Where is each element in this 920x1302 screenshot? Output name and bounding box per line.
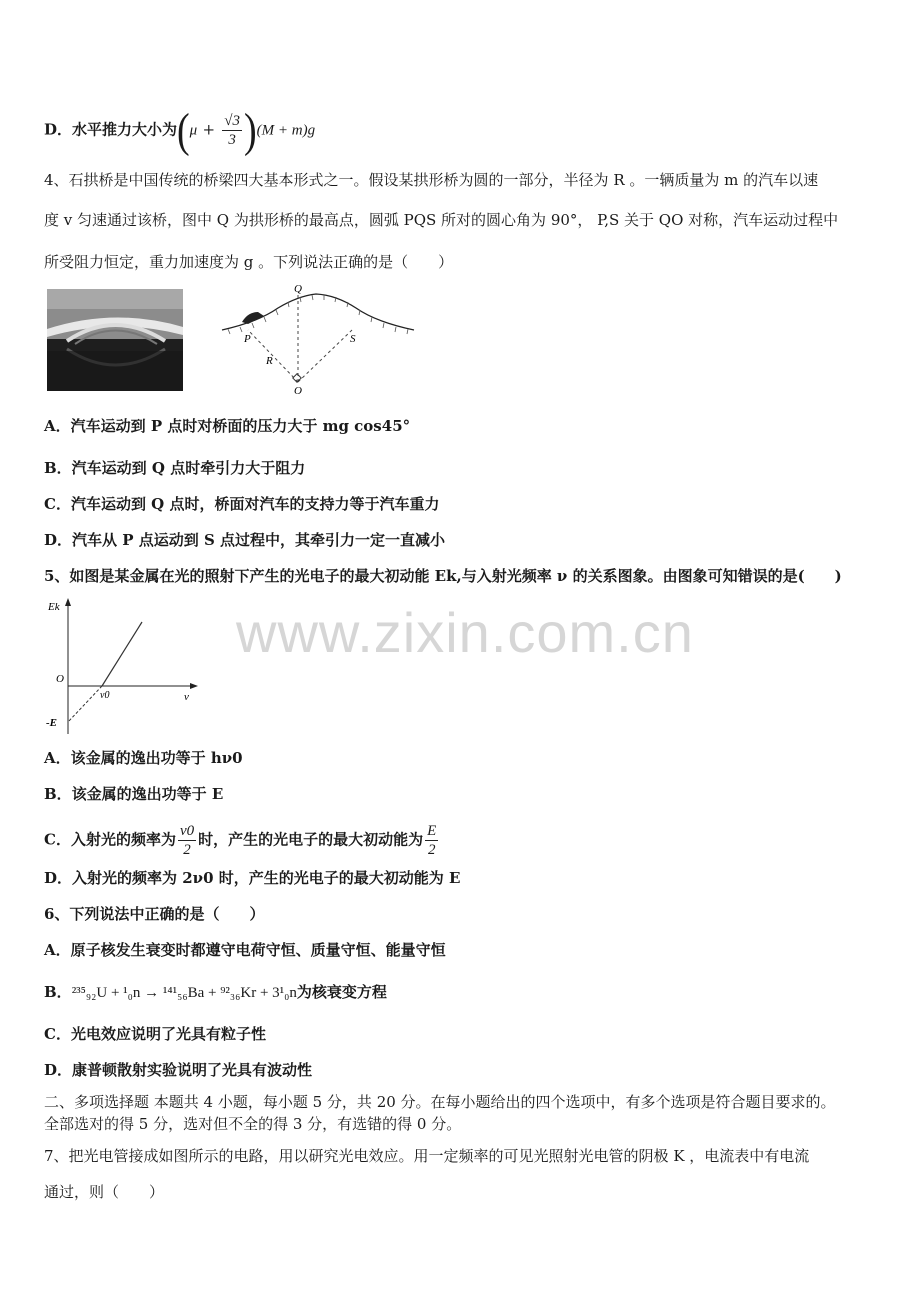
q5-option-c: C．入射光的频率为 $\frac{\nu 0}{2}$ 时，产生的光电子的最大初动能为 $\frac{E}{2}$	[44, 823, 437, 858]
ek-nu-graph	[44, 594, 204, 740]
q5-option-a: A．该金属的逸出功等于 hν0	[44, 749, 243, 767]
q4-option-d: D．汽车从 P 点运动到 S 点过程中，其牵引力一定一直减小	[44, 531, 446, 549]
q4-option-a: A．汽车运动到 P 点时对桥面的压力大于 mg cos45°	[44, 417, 411, 435]
q5-stem: 5、如图是某金属在光的照射下产生的光电子的最大初动能 Ek,与入射光频率 ν 的关系图象。由图象可知错误的是( )	[44, 567, 842, 585]
q6-option-c: C．光电效应说明了光具有粒子性	[44, 1025, 266, 1043]
label-s: S	[350, 333, 356, 345]
q3-option-d: D．水平推力大小为(μ + $\frac{√3}{3}$ )(M + m)g	[44, 104, 316, 157]
q6-option-b: B．²³⁵₉₂U + ¹₀n → ¹⁴¹₅₆Ba + ⁹²₃₆Kr + 3¹₀n为核衰变方程	[44, 983, 387, 1001]
label-o: O	[294, 385, 302, 397]
label-p: P	[244, 333, 251, 345]
label-q: Q	[294, 283, 302, 295]
watermark: www.zixin.com.cn	[236, 601, 694, 664]
graph-x0: ν0	[100, 690, 110, 701]
section2-line1: 二、多项选择题 本题共 4 小题，每小题 5 分，共 20 分。在每小题给出的四个选项中，有多个选项是符合题目要求的。	[44, 1093, 836, 1111]
graph-origin: O	[56, 673, 64, 685]
arch-bridge-diagram	[218, 282, 418, 397]
q6-stem: 6、下列说法中正确的是（ ）	[44, 905, 265, 923]
q4-option-b: B．汽车运动到 Q 点时牵引力大于阻力	[44, 459, 306, 477]
bridge-photo-drawing	[47, 289, 183, 391]
bridge-photo	[47, 289, 183, 391]
q5-option-b: B．该金属的逸出功等于 E	[44, 785, 224, 803]
graph-xlabel: ν	[184, 691, 189, 703]
q4-line2: 度 v 匀速通过该桥，图中 Q 为拱形桥的最高点，圆弧 PQS 所对的圆心角为 90°， P,S 关于 QO 对称，汽车运动过程中	[44, 211, 839, 229]
q6-option-a: A．原子核发生衰变时都遵守电荷守恒、质量守恒、能量守恒	[44, 941, 446, 959]
section2-line2: 全部选对的得 5 分，选对但不全的得 3 分，有选错的得 0 分。	[44, 1115, 462, 1133]
q4-line3: 所受阻力恒定，重力加速度为 g 。下列说法正确的是（ ）	[44, 253, 454, 271]
q7-line1: 7、把光电管接成如图所示的电路，用以研究光电效应。用一定频率的可见光照射光电管的阴极 K ，电流表中有电流	[44, 1147, 810, 1165]
q4-line1: 4、石拱桥是中国传统的桥梁四大基本形式之一。假设某拱形桥为圆的一部分，半径为 R 。一辆质量为 m 的汽车以速	[44, 171, 819, 189]
graph-yneg: -E	[46, 717, 57, 729]
q4-option-c: C．汽车运动到 Q 点时，桥面对汽车的支持力等于汽车重力	[44, 495, 440, 513]
q5-option-d: D．入射光的频率为 2ν0 时，产生的光电子的最大初动能为 E	[44, 869, 461, 887]
q6-option-d: D．康普顿散射实验说明了光具有波动性	[44, 1061, 313, 1079]
graph-ylabel: Ek	[48, 601, 60, 613]
q7-line2: 通过，则（ ）	[44, 1183, 165, 1201]
label-r: R	[266, 355, 273, 367]
